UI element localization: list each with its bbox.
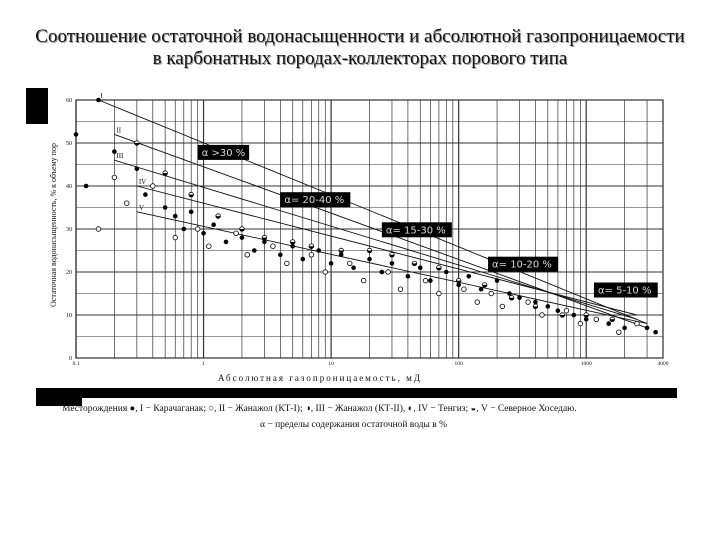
data-point-open bbox=[347, 261, 352, 266]
trend-curve bbox=[114, 134, 647, 328]
data-point-filled bbox=[252, 248, 257, 253]
curve-label: II bbox=[116, 126, 122, 135]
data-point-filled bbox=[201, 231, 206, 236]
data-point-open bbox=[489, 291, 494, 296]
data-point-open bbox=[323, 270, 328, 275]
data-point-filled bbox=[189, 210, 194, 215]
band-label-text: α= 10-20 % bbox=[492, 259, 552, 271]
y-tick-label: 50 bbox=[66, 141, 72, 147]
data-point-filled bbox=[84, 184, 89, 189]
x-tick-label: 1000 bbox=[580, 361, 592, 367]
data-point-filled bbox=[517, 296, 522, 301]
data-point-filled bbox=[546, 304, 551, 309]
data-point-filled bbox=[301, 257, 306, 262]
y-tick-label: 40 bbox=[66, 184, 72, 190]
data-point-open bbox=[234, 231, 239, 236]
data-point-filled bbox=[479, 287, 484, 292]
data-point-filled bbox=[96, 98, 101, 103]
title-line-2: в карбонатных породах-коллекторах порового типа bbox=[152, 48, 568, 69]
data-point-open bbox=[271, 244, 276, 249]
data-point-filled bbox=[495, 278, 500, 283]
data-point-filled bbox=[556, 308, 561, 313]
data-point-filled bbox=[329, 261, 334, 266]
y-tick-label: 30 bbox=[66, 227, 72, 233]
bottom-black-bar bbox=[36, 388, 677, 398]
data-point-filled bbox=[466, 274, 471, 279]
data-point-filled bbox=[645, 326, 650, 331]
data-point-filled bbox=[112, 149, 117, 154]
y-axis-label: Остаточная водонасыщенность, % к объему пор bbox=[49, 143, 58, 307]
x-axis-label: Абсолютная газопроницаемость, мД bbox=[218, 373, 422, 383]
tick-labels bbox=[66, 98, 669, 367]
data-point-open bbox=[578, 321, 583, 326]
data-point-open bbox=[96, 227, 101, 232]
data-point-open bbox=[173, 235, 178, 240]
legend-line-2: α − пределы содержания остаточной воды в % bbox=[260, 420, 448, 430]
data-point-filled bbox=[74, 132, 79, 137]
data-point-filled bbox=[367, 257, 372, 262]
x-tick-label: 100 bbox=[454, 361, 463, 367]
data-point-filled bbox=[211, 222, 216, 227]
data-point-filled bbox=[380, 270, 385, 275]
data-point-filled bbox=[406, 274, 411, 279]
data-point-open bbox=[361, 278, 366, 283]
data-point-filled bbox=[143, 192, 148, 197]
data-point-filled bbox=[316, 248, 321, 253]
data-point-filled bbox=[135, 167, 140, 172]
x-tick-label: 10 bbox=[328, 361, 334, 367]
title-line-1: Соотношение остаточной водонасыщенности и абсолютной газопроницаемости bbox=[35, 26, 685, 47]
data-point-filled bbox=[428, 278, 433, 283]
band-label-text: α= 15-30 % bbox=[385, 225, 446, 237]
data-point-open bbox=[245, 253, 250, 258]
band-label-text: α >30 % bbox=[201, 147, 246, 159]
band-label bbox=[488, 257, 558, 272]
data-point-open bbox=[500, 304, 505, 309]
data-point-filled bbox=[351, 265, 356, 270]
legend-line-1: Месторождения ●, I − Карачаганак; ○, II − Жанажол (КТ-I); ◑, III − Жанажол (КТ-II), ◐, IV − Тенгиз; ◒, V − Северное Хоседаю. bbox=[62, 404, 577, 414]
data-point-filled bbox=[444, 270, 449, 275]
y-tick-label: 0 bbox=[69, 356, 72, 362]
data-point-open bbox=[540, 313, 545, 318]
data-point-filled bbox=[173, 214, 178, 219]
data-point-filled bbox=[653, 330, 658, 335]
band-labels bbox=[198, 145, 658, 298]
data-point-filled bbox=[240, 235, 245, 240]
band-label bbox=[382, 222, 452, 237]
trend-curve bbox=[114, 160, 637, 319]
data-point-open bbox=[195, 227, 200, 232]
data-point-open bbox=[616, 330, 621, 335]
band-label-text: α= 5-10 % bbox=[597, 285, 652, 297]
y-tick-label: 60 bbox=[66, 98, 72, 104]
data-point-filled bbox=[278, 253, 283, 258]
data-point-open bbox=[462, 287, 467, 292]
data-point-open bbox=[564, 308, 569, 313]
data-point-open bbox=[386, 270, 391, 275]
data-point-filled bbox=[622, 326, 627, 331]
data-point-filled bbox=[507, 291, 512, 296]
curve-label: I bbox=[100, 92, 103, 100]
data-point-open bbox=[398, 287, 403, 292]
data-point-open bbox=[207, 244, 212, 249]
x-tick-label: 1 bbox=[202, 361, 205, 367]
data-point-open bbox=[309, 253, 314, 258]
data-point-open bbox=[594, 317, 599, 322]
data-point-open bbox=[526, 300, 531, 305]
data-point-filled bbox=[181, 227, 186, 232]
data-point-open bbox=[150, 184, 155, 189]
trend-curve bbox=[98, 100, 647, 324]
band-label-text: α= 20-40 % bbox=[284, 195, 345, 207]
data-point-filled bbox=[572, 313, 577, 318]
data-point-open bbox=[437, 291, 442, 296]
x-tick-label: 0.1 bbox=[72, 361, 80, 367]
data-point-open bbox=[112, 175, 117, 180]
band-label bbox=[594, 283, 658, 298]
trend-curves bbox=[98, 92, 647, 328]
data-point-filled bbox=[418, 265, 423, 270]
y-tick-label: 20 bbox=[66, 270, 72, 276]
y-tick-label: 10 bbox=[66, 313, 72, 319]
data-point-filled bbox=[224, 240, 229, 245]
curve-label: III bbox=[116, 152, 124, 161]
data-point-open bbox=[635, 321, 640, 326]
data-point-filled bbox=[163, 205, 168, 210]
data-point-open bbox=[423, 278, 428, 283]
band-label bbox=[198, 145, 249, 160]
data-point-open bbox=[285, 261, 290, 266]
x-tick-label: 4000 bbox=[657, 361, 669, 367]
curve-label: V bbox=[138, 203, 144, 212]
data-point-filled bbox=[390, 261, 395, 266]
data-point-open bbox=[124, 201, 129, 206]
curve-label: IV bbox=[138, 178, 147, 186]
data-point-filled bbox=[606, 321, 611, 326]
band-label bbox=[280, 192, 350, 207]
data-point-open bbox=[475, 300, 480, 305]
chart-grid bbox=[76, 100, 663, 358]
